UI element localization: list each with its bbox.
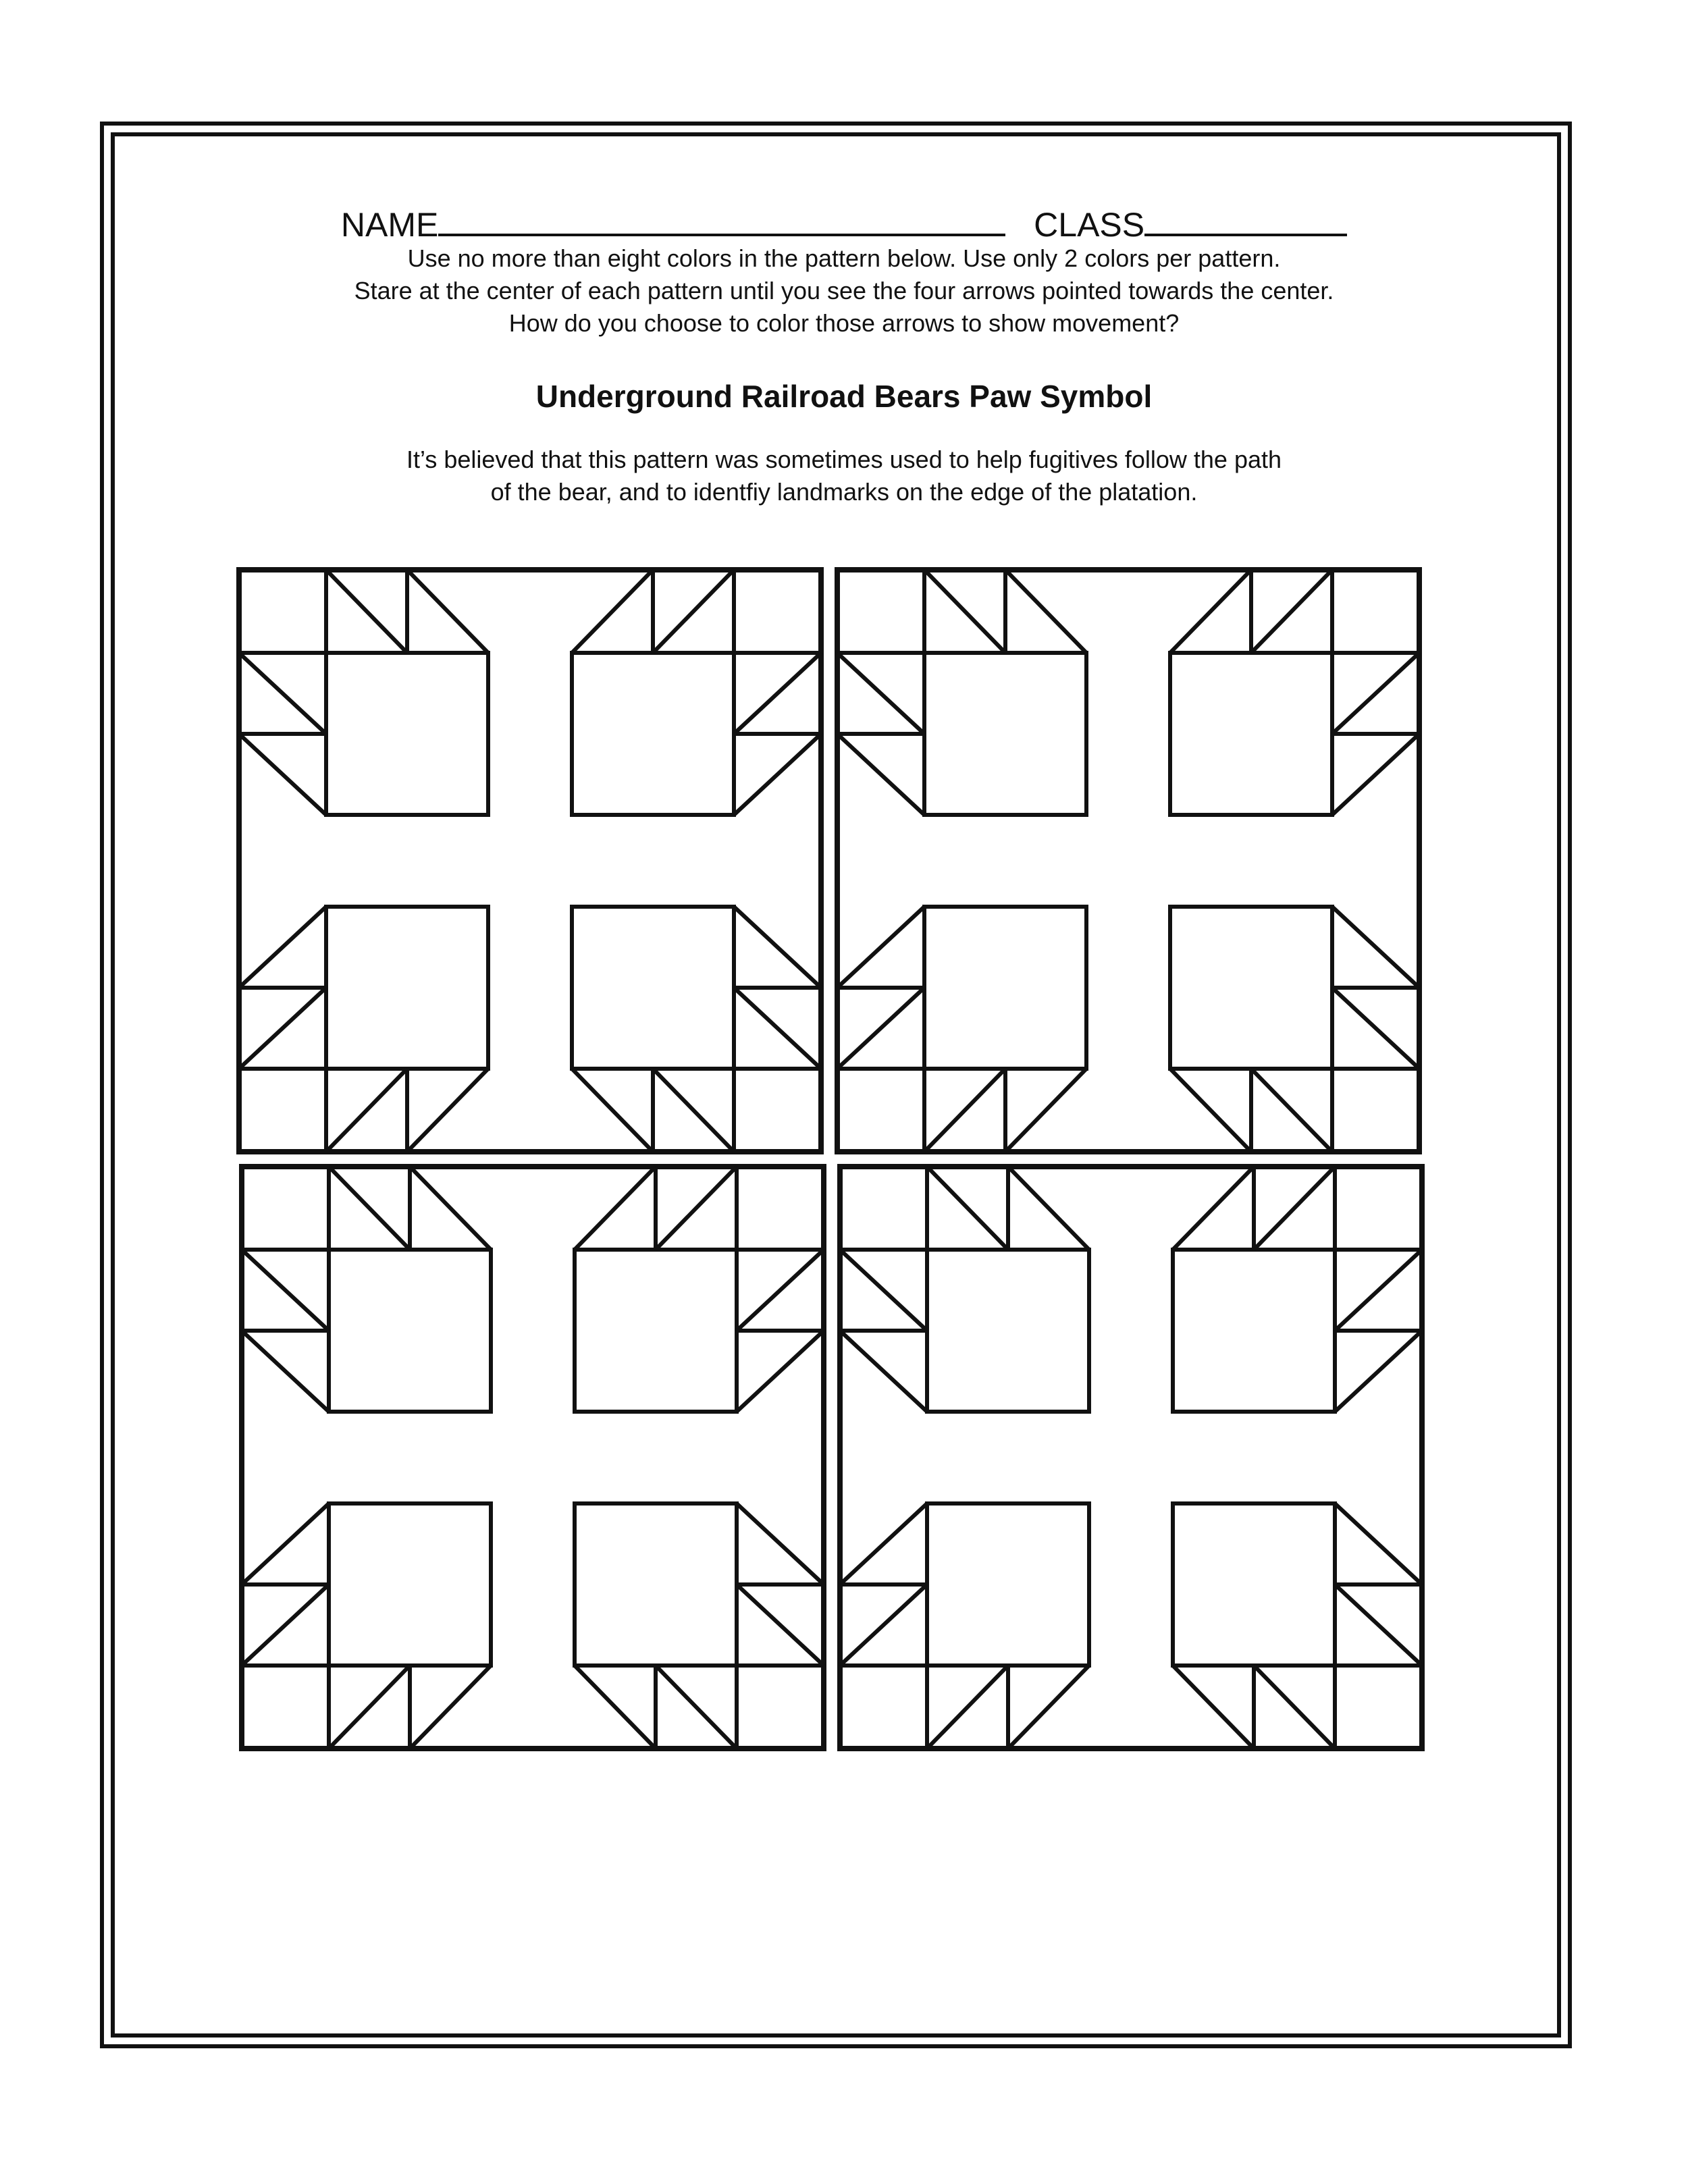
quilt-block-top-right[interactable] bbox=[837, 570, 1419, 1152]
name-class-line bbox=[0, 200, 1688, 244]
quilt-block-bottom-right[interactable] bbox=[840, 1167, 1422, 1749]
description-line-2: of the bear, and to identfiy landmarks on the edge of the platation. bbox=[490, 478, 1198, 506]
name-label: NAME bbox=[340, 206, 439, 244]
instruction-line-3: How do you choose to color those arrows to show movement? bbox=[508, 309, 1180, 337]
bears-paw-quilt bbox=[236, 567, 1438, 1769]
instruction-line-1: Use no more than eight colors in the pattern below. Use only 2 colors per pattern. bbox=[407, 244, 1281, 272]
quilt-block-top-left[interactable] bbox=[239, 570, 821, 1152]
name-blank[interactable] bbox=[438, 200, 1005, 236]
instruction-line-2: Stare at the center of each pattern until you see the four arrows pointed towards the center. bbox=[354, 277, 1334, 304]
class-blank[interactable] bbox=[1144, 200, 1347, 236]
description-line-1: It’s believed that this pattern was sometimes used to help fugitives follow the path bbox=[406, 446, 1282, 473]
quilt-block-bottom-left[interactable] bbox=[242, 1167, 824, 1749]
class-label: CLASS bbox=[1034, 206, 1145, 244]
page-title: Underground Railroad Bears Paw Symbol bbox=[535, 379, 1153, 414]
